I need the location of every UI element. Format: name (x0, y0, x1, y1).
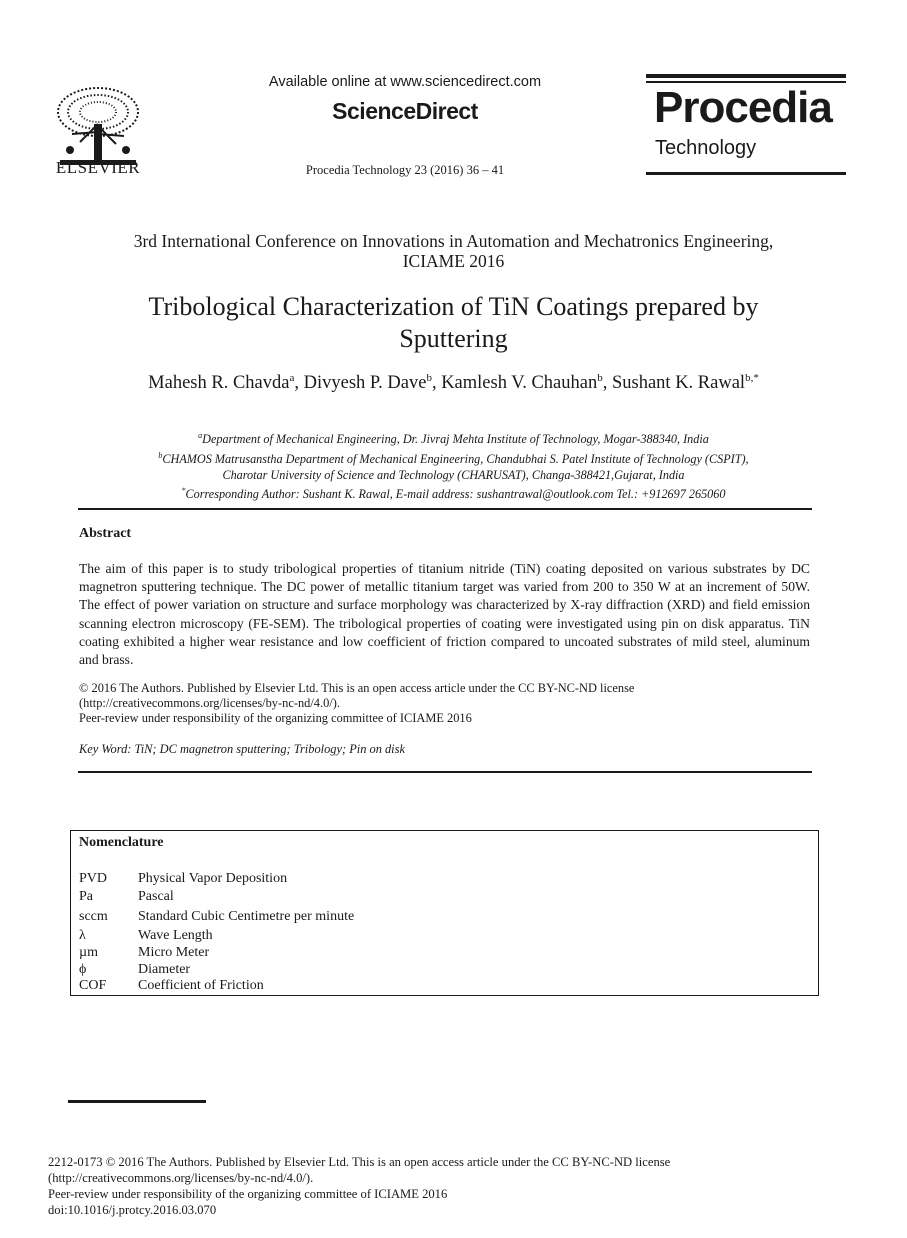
nomenclature-meaning: Coefficient of Friction (138, 978, 264, 993)
nomenclature-symbol: PVD (79, 871, 108, 886)
nomenclature-meaning: Wave Length (138, 928, 213, 943)
license-note (79, 681, 810, 726)
peer-review-note: Peer-review under responsibility of the organizing committee of ICIAME 2016 (79, 711, 472, 725)
platform-name: ScienceDirect (332, 98, 478, 124)
nomenclature-symbol: λ (79, 928, 86, 943)
available-online-text[interactable]: Available online at www.sciencedirect.com (268, 74, 542, 90)
affiliation-a: $^a$Department of Mechanical Engineering, Dr. Jivraj Mehta Institute of Technology, Mogar-388340, India (198, 431, 709, 447)
author: Sushant K. Rawal$^{b,*}$ (611, 372, 759, 394)
nomenclature-item (79, 945, 799, 961)
nomenclature-item (79, 889, 799, 905)
journal-logo-main: Procedia (654, 83, 832, 132)
nomenclature-symbol: µm (79, 945, 98, 960)
nomenclature-item (79, 978, 799, 994)
nomenclature-item (79, 871, 799, 887)
keywords: Key Word: TiN; DC magnetron sputtering; Tribology; Pin on disk (79, 742, 405, 756)
logo-rule-top (646, 74, 846, 78)
author: Kamlesh V. Chauhan$^b$, (441, 372, 612, 394)
nomenclature-symbol: COF (79, 978, 107, 993)
divider (78, 508, 812, 510)
doi[interactable]: doi:10.1016/j.protcy.2016.03.070 (48, 1203, 217, 1217)
journal-logo-sub: Technology (655, 137, 757, 159)
nomenclature-meaning: Diameter (138, 962, 191, 977)
nomenclature-meaning: Standard Cubic Centimetre per minute (138, 909, 355, 924)
affiliation-b-cont: Charotar University of Science and Technology (CHARUSAT), Changa-388421,Gujarat, India (222, 467, 685, 482)
license-link[interactable]: (http://creativecommons.org/licenses/by-nc-nd/4.0/). (79, 696, 340, 710)
abstract-heading: Abstract (79, 526, 132, 541)
corresponding-author: *Corresponding Author: Sushant K. Rawal, E-mail address: sushantrawal@outlook.com Tel.: +912697 265060 (181, 486, 726, 502)
nomenclature-symbol: Pa (79, 889, 93, 904)
paper-title (60, 291, 847, 355)
affiliation-b: $^b$CHAMOS Matrusanstha Department of Mechanical Engineering, Chandubhai S. Patel Institute of Technology (CSPIT), (158, 450, 749, 466)
license-line-1: © 2016 The Authors. Published by Elsevier Ltd. This is an open access article under the CC BY-NC-ND license (79, 681, 635, 695)
journal-reference: Procedia Technology 23 (2016) 36 – 41 (305, 163, 505, 177)
nomenclature-symbol: sccm (79, 909, 108, 924)
footer-peer-review: Peer-review under responsibility of the organizing committee of ICIAME 2016 (48, 1187, 448, 1201)
nomenclature-item (79, 928, 799, 944)
conference-name (60, 231, 847, 271)
nomenclature-meaning: Physical Vapor Deposition (138, 871, 288, 886)
footer-license-link[interactable]: (http://creativecommons.org/licenses/by-nc-nd/4.0/). (48, 1171, 314, 1185)
author: Divyesh P. Dave$^b$, (303, 372, 442, 394)
publisher-name: ELSEVIER (55, 158, 141, 177)
affiliations (60, 428, 847, 503)
footnote-rule (68, 1100, 206, 1103)
journal-logo (646, 74, 846, 176)
divider (78, 771, 812, 773)
nomenclature-meaning: Pascal (138, 889, 174, 904)
author: Mahesh R. Chavda$^a$, (148, 372, 304, 394)
conference-line-1: 3rd International Conference on Innovations in Automation and Mechatronics Engineering, (133, 231, 774, 251)
nomenclature-meaning: Micro Meter (138, 945, 210, 960)
footer-notice (48, 1154, 848, 1218)
author-list (60, 372, 847, 394)
title-line-2: Sputtering (399, 324, 508, 353)
nomenclature-item (79, 962, 799, 978)
conference-line-2: ICIAME 2016 (402, 251, 505, 271)
nomenclature-item (79, 909, 799, 925)
nomenclature-symbol: ϕ (79, 962, 87, 977)
abstract-text: The aim of this paper is to study tribological properties of titanium nitride (TiN) coating deposited on various substrates by DC magnetron sputtering technique. The DC power of metallic titanium target was varied from 200 to 350 W at an increment of 50W. The effect of power variation on structure and surface morphology was characterized by X-ray diffraction (XRD) and field emission scanning electron microscopy (FE-SEM). The tribological properties of coating were investigated using pin on disk apparatus. TiN coating exhibited a higher wear resistance and low coefficient of friction compared to uncoated substrates of mild steel, aluminum and brass. (79, 561, 810, 668)
title-line-1: Tribological Characterization of TiN Coatings prepared by (148, 292, 759, 321)
footer-license-line: 2212-0173 © 2016 The Authors. Published by Elsevier Ltd. This is an open access article under the CC BY-NC-ND license (48, 1155, 671, 1169)
logo-rule-bottom (646, 172, 846, 175)
nomenclature-heading: Nomenclature (79, 835, 164, 850)
nomenclature-box (70, 830, 819, 996)
